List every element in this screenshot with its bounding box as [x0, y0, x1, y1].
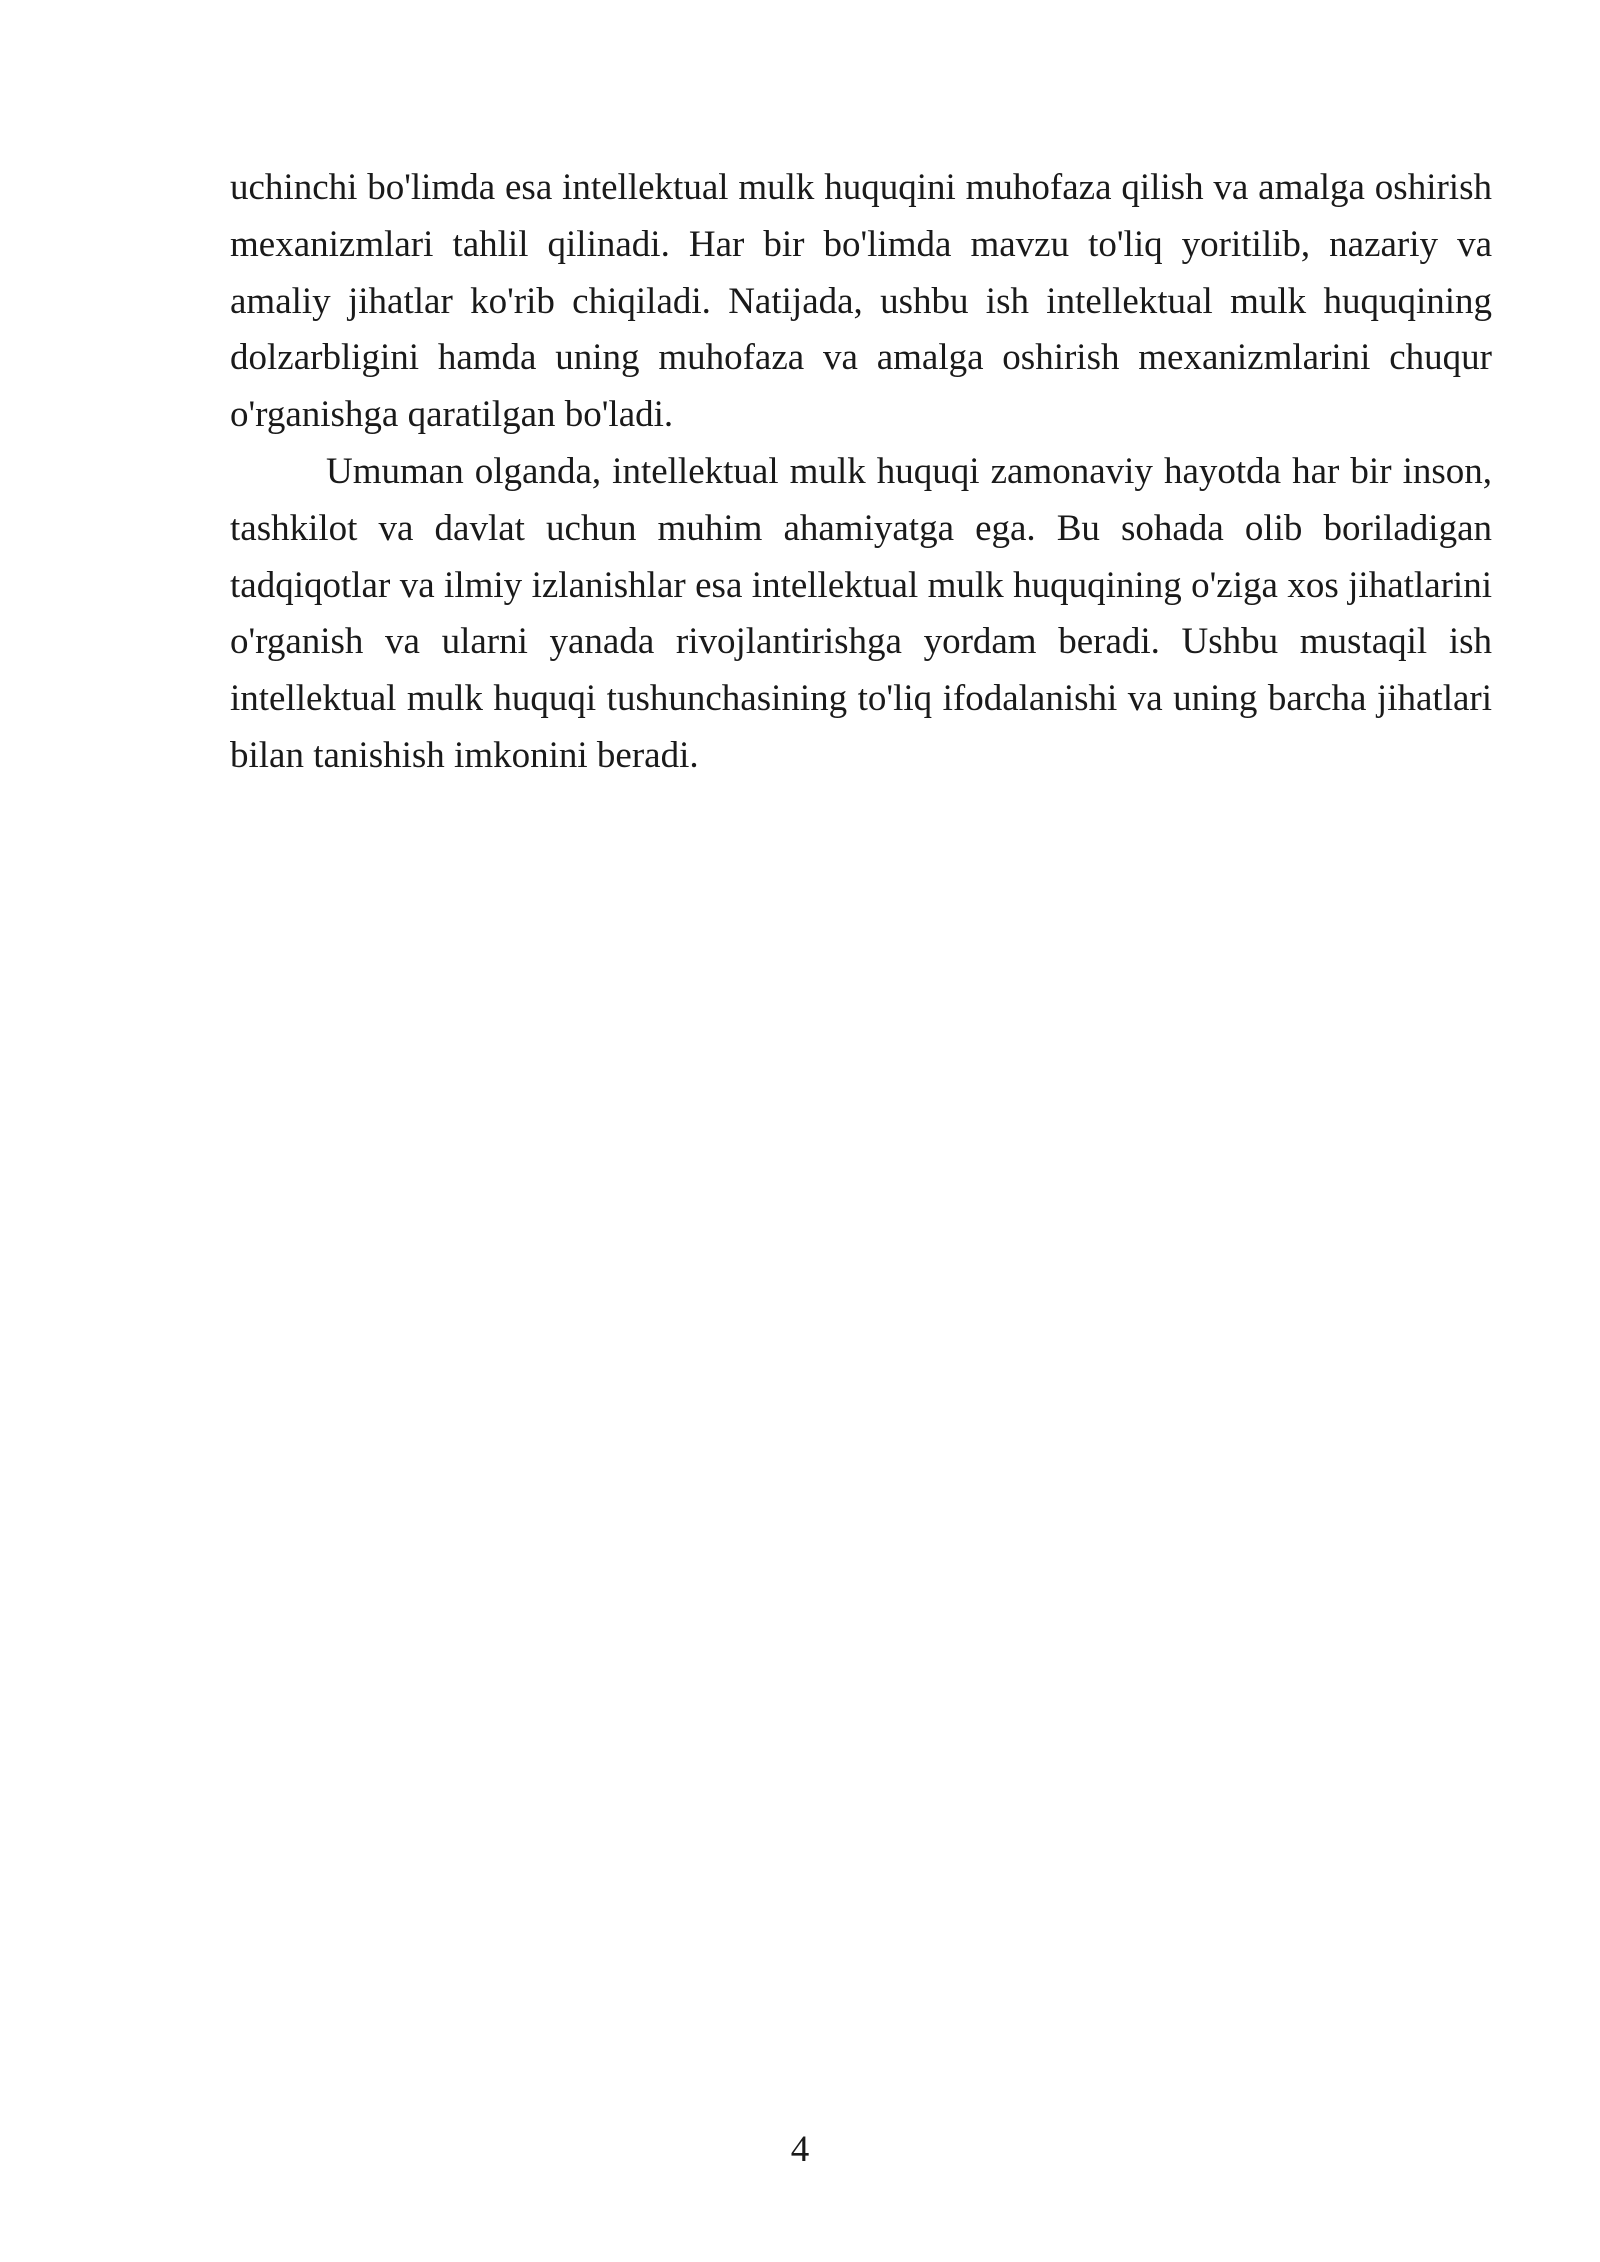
body-text: [230, 160, 1492, 785]
paragraph-conclusion: Umuman olganda, intellektual mulk huquqi zamonaviy hayotda har bir inson, tashkilot va davlat uchun muhim ahamiyatga ega. Bu sohada olib boriladigan tadqiqotlar va ilmiy izlanishlar esa intellektual mulk huquqining o'ziga xos jihatlarini o'rganish va ularni yanada rivojlantirishga yordam beradi. Ushbu mustaqil ish intellektual mulk huquqi tushunchasining to'liq ifodalanishi va uning barcha jihatlari bilan tanishish imkonini beradi.: [230, 450, 1492, 776]
page-number: 4: [790, 2129, 810, 2170]
paragraph-continuation: uchinchi bo'limda esa intellektual mulk huquqini muhofaza qilish va amalga oshirish mexanizmlari tahlil qilinadi. Har bir bo'limda mavzu to'liq yoritilib, nazariy va amaliy jihatlar ko'rib chiqiladi. Natijada, ushbu ish intellektual mulk huquqining dolzarbligini hamda uning muhofaza va amalga oshirish mexanizmlarini chuqur o'rganishga qaratilgan bo'ladi.: [230, 167, 1492, 436]
